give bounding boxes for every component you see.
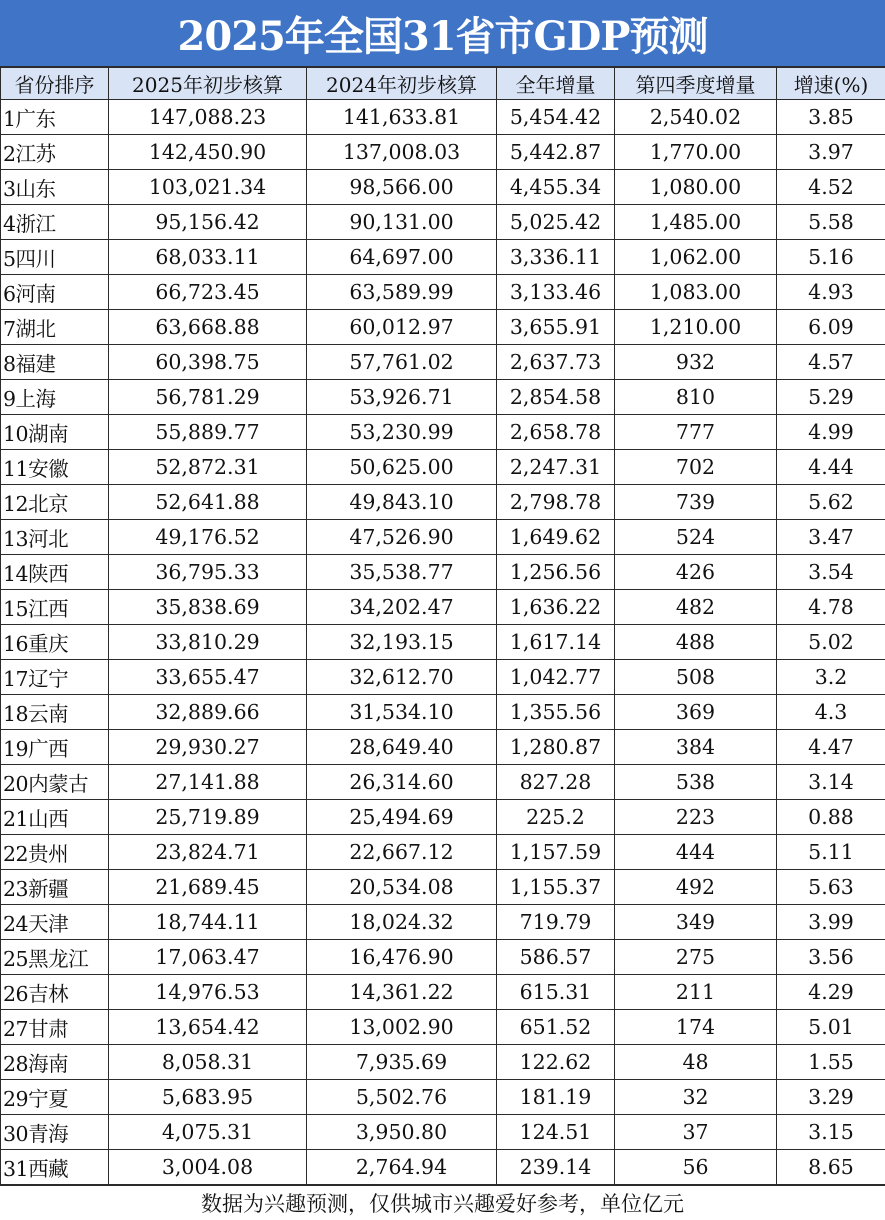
table-row <box>1 905 885 940</box>
cell-q4-increase: 1,083.00 <box>615 275 777 310</box>
cell-annual-increase: 651.52 <box>497 1010 615 1045</box>
cell-growth-rate: 4.29 <box>777 975 885 1010</box>
cell-growth-rate: 4.3 <box>777 695 885 730</box>
table-row <box>1 800 885 835</box>
cell-2025-gdp: 66,723.45 <box>109 275 307 310</box>
cell-growth-rate: 5.16 <box>777 240 885 275</box>
table-row <box>1 485 885 520</box>
cell-2024-gdp: 50,625.00 <box>307 450 497 485</box>
cell-annual-increase: 1,636.22 <box>497 590 615 625</box>
cell-q4-increase: 810 <box>615 380 777 415</box>
cell-q4-increase: 211 <box>615 975 777 1010</box>
cell-2024-gdp: 141,633.81 <box>307 100 497 135</box>
cell-annual-increase: 3,133.46 <box>497 275 615 310</box>
cell-growth-rate: 4.52 <box>777 170 885 205</box>
cell-rank-province: 18云南 <box>1 695 109 730</box>
cell-rank-province: 4浙江 <box>1 205 109 240</box>
cell-2024-gdp: 63,589.99 <box>307 275 497 310</box>
cell-growth-rate: 3.2 <box>777 660 885 695</box>
cell-2024-gdp: 18,024.32 <box>307 905 497 940</box>
cell-annual-increase: 615.31 <box>497 975 615 1010</box>
cell-annual-increase: 5,025.42 <box>497 205 615 240</box>
header-annual-increase: 全年增量 <box>497 68 615 100</box>
cell-rank-province: 22贵州 <box>1 835 109 870</box>
cell-q4-increase: 444 <box>615 835 777 870</box>
cell-2025-gdp: 17,063.47 <box>109 940 307 975</box>
cell-annual-increase: 2,658.78 <box>497 415 615 450</box>
table-row <box>1 450 885 485</box>
cell-rank-province: 10湖南 <box>1 415 109 450</box>
table-row <box>1 135 885 170</box>
cell-q4-increase: 2,540.02 <box>615 100 777 135</box>
table-row <box>1 870 885 905</box>
cell-growth-rate: 5.11 <box>777 835 885 870</box>
cell-q4-increase: 1,770.00 <box>615 135 777 170</box>
cell-2025-gdp: 3,004.08 <box>109 1150 307 1185</box>
table-row <box>1 415 885 450</box>
cell-rank-province: 30青海 <box>1 1115 109 1150</box>
cell-2024-gdp: 98,566.00 <box>307 170 497 205</box>
cell-q4-increase: 32 <box>615 1080 777 1115</box>
table-row <box>1 835 885 870</box>
cell-annual-increase: 2,854.58 <box>497 380 615 415</box>
cell-growth-rate: 5.58 <box>777 205 885 240</box>
cell-growth-rate: 6.09 <box>777 310 885 345</box>
cell-2025-gdp: 32,889.66 <box>109 695 307 730</box>
footer-note: 数据为兴趣预测，仅供城市兴趣爱好参考，单位亿元 <box>0 1185 885 1220</box>
cell-2025-gdp: 33,655.47 <box>109 660 307 695</box>
cell-2024-gdp: 25,494.69 <box>307 800 497 835</box>
cell-annual-increase: 2,247.31 <box>497 450 615 485</box>
table-row <box>1 1045 885 1080</box>
cell-rank-province: 27甘肃 <box>1 1010 109 1045</box>
table-row <box>1 625 885 660</box>
cell-2025-gdp: 55,889.77 <box>109 415 307 450</box>
header-2024-gdp: 2024年初步核算 <box>307 68 497 100</box>
cell-rank-province: 23新疆 <box>1 870 109 905</box>
cell-q4-increase: 538 <box>615 765 777 800</box>
cell-annual-increase: 122.62 <box>497 1045 615 1080</box>
cell-annual-increase: 2,798.78 <box>497 485 615 520</box>
cell-growth-rate: 4.78 <box>777 590 885 625</box>
cell-2024-gdp: 47,526.90 <box>307 520 497 555</box>
cell-2025-gdp: 13,654.42 <box>109 1010 307 1045</box>
cell-2024-gdp: 34,202.47 <box>307 590 497 625</box>
cell-rank-province: 11安徽 <box>1 450 109 485</box>
cell-2025-gdp: 21,689.45 <box>109 870 307 905</box>
cell-2024-gdp: 53,230.99 <box>307 415 497 450</box>
cell-2024-gdp: 137,008.03 <box>307 135 497 170</box>
cell-q4-increase: 932 <box>615 345 777 380</box>
cell-q4-increase: 426 <box>615 555 777 590</box>
cell-2025-gdp: 52,872.31 <box>109 450 307 485</box>
cell-growth-rate: 5.29 <box>777 380 885 415</box>
cell-growth-rate: 4.99 <box>777 415 885 450</box>
cell-growth-rate: 3.14 <box>777 765 885 800</box>
table-row <box>1 1010 885 1045</box>
cell-2024-gdp: 5,502.76 <box>307 1080 497 1115</box>
cell-q4-increase: 384 <box>615 730 777 765</box>
cell-2024-gdp: 13,002.90 <box>307 1010 497 1045</box>
cell-2024-gdp: 28,649.40 <box>307 730 497 765</box>
cell-q4-increase: 174 <box>615 1010 777 1045</box>
cell-q4-increase: 508 <box>615 660 777 695</box>
cell-growth-rate: 3.54 <box>777 555 885 590</box>
cell-annual-increase: 1,649.62 <box>497 520 615 555</box>
cell-rank-province: 15江西 <box>1 590 109 625</box>
cell-q4-increase: 1,485.00 <box>615 205 777 240</box>
cell-2025-gdp: 33,810.29 <box>109 625 307 660</box>
cell-annual-increase: 239.14 <box>497 1150 615 1185</box>
cell-2025-gdp: 27,141.88 <box>109 765 307 800</box>
cell-rank-province: 5四川 <box>1 240 109 275</box>
cell-growth-rate: 4.93 <box>777 275 885 310</box>
cell-2024-gdp: 64,697.00 <box>307 240 497 275</box>
table-row <box>1 1150 885 1185</box>
cell-q4-increase: 1,062.00 <box>615 240 777 275</box>
cell-growth-rate: 3.85 <box>777 100 885 135</box>
cell-2025-gdp: 18,744.11 <box>109 905 307 940</box>
cell-q4-increase: 482 <box>615 590 777 625</box>
cell-2024-gdp: 31,534.10 <box>307 695 497 730</box>
cell-rank-province: 9上海 <box>1 380 109 415</box>
cell-rank-province: 3山东 <box>1 170 109 205</box>
cell-2024-gdp: 20,534.08 <box>307 870 497 905</box>
cell-growth-rate: 4.44 <box>777 450 885 485</box>
table-header-row <box>1 68 885 100</box>
cell-annual-increase: 5,442.87 <box>497 135 615 170</box>
cell-rank-province: 25黑龙江 <box>1 940 109 975</box>
cell-annual-increase: 181.19 <box>497 1080 615 1115</box>
header-q4-increase: 第四季度增量 <box>615 68 777 100</box>
cell-growth-rate: 4.57 <box>777 345 885 380</box>
cell-annual-increase: 1,155.37 <box>497 870 615 905</box>
cell-rank-province: 20内蒙古 <box>1 765 109 800</box>
cell-rank-province: 21山西 <box>1 800 109 835</box>
header-rank-province: 省份排序 <box>1 68 109 100</box>
cell-growth-rate: 3.56 <box>777 940 885 975</box>
table-row <box>1 310 885 345</box>
cell-rank-province: 12北京 <box>1 485 109 520</box>
cell-rank-province: 6河南 <box>1 275 109 310</box>
cell-growth-rate: 3.99 <box>777 905 885 940</box>
table-row <box>1 170 885 205</box>
cell-2025-gdp: 8,058.31 <box>109 1045 307 1080</box>
cell-q4-increase: 56 <box>615 1150 777 1185</box>
cell-2025-gdp: 25,719.89 <box>109 800 307 835</box>
cell-rank-province: 29宁夏 <box>1 1080 109 1115</box>
cell-growth-rate: 5.63 <box>777 870 885 905</box>
cell-2025-gdp: 142,450.90 <box>109 135 307 170</box>
cell-2025-gdp: 68,033.11 <box>109 240 307 275</box>
cell-2024-gdp: 14,361.22 <box>307 975 497 1010</box>
cell-q4-increase: 488 <box>615 625 777 660</box>
cell-2024-gdp: 35,538.77 <box>307 555 497 590</box>
cell-q4-increase: 1,210.00 <box>615 310 777 345</box>
cell-rank-province: 1广东 <box>1 100 109 135</box>
cell-2025-gdp: 5,683.95 <box>109 1080 307 1115</box>
cell-2024-gdp: 57,761.02 <box>307 345 497 380</box>
cell-2024-gdp: 26,314.60 <box>307 765 497 800</box>
table-row <box>1 100 885 135</box>
cell-growth-rate: 3.97 <box>777 135 885 170</box>
cell-rank-province: 14陕西 <box>1 555 109 590</box>
cell-q4-increase: 702 <box>615 450 777 485</box>
cell-2025-gdp: 56,781.29 <box>109 380 307 415</box>
table-row <box>1 660 885 695</box>
cell-annual-increase: 3,336.11 <box>497 240 615 275</box>
cell-annual-increase: 2,637.73 <box>497 345 615 380</box>
cell-2025-gdp: 95,156.42 <box>109 205 307 240</box>
cell-annual-increase: 586.57 <box>497 940 615 975</box>
table-body <box>1 100 885 1185</box>
cell-2025-gdp: 52,641.88 <box>109 485 307 520</box>
cell-growth-rate: 4.47 <box>777 730 885 765</box>
cell-annual-increase: 1,280.87 <box>497 730 615 765</box>
table-row <box>1 555 885 590</box>
cell-rank-province: 8福建 <box>1 345 109 380</box>
cell-2025-gdp: 49,176.52 <box>109 520 307 555</box>
cell-q4-increase: 275 <box>615 940 777 975</box>
cell-rank-province: 7湖北 <box>1 310 109 345</box>
cell-2024-gdp: 53,926.71 <box>307 380 497 415</box>
table-row <box>1 345 885 380</box>
cell-q4-increase: 524 <box>615 520 777 555</box>
cell-2024-gdp: 22,667.12 <box>307 835 497 870</box>
cell-growth-rate: 5.02 <box>777 625 885 660</box>
table-row <box>1 205 885 240</box>
cell-q4-increase: 349 <box>615 905 777 940</box>
cell-2025-gdp: 36,795.33 <box>109 555 307 590</box>
cell-2024-gdp: 60,012.97 <box>307 310 497 345</box>
cell-2024-gdp: 49,843.10 <box>307 485 497 520</box>
cell-2024-gdp: 90,131.00 <box>307 205 497 240</box>
cell-q4-increase: 37 <box>615 1115 777 1150</box>
cell-growth-rate: 0.88 <box>777 800 885 835</box>
table-row <box>1 975 885 1010</box>
table-row <box>1 275 885 310</box>
cell-annual-increase: 719.79 <box>497 905 615 940</box>
cell-annual-increase: 124.51 <box>497 1115 615 1150</box>
cell-2024-gdp: 3,950.80 <box>307 1115 497 1150</box>
cell-rank-province: 19广西 <box>1 730 109 765</box>
cell-rank-province: 2江苏 <box>1 135 109 170</box>
table-row <box>1 1080 885 1115</box>
cell-growth-rate: 8.65 <box>777 1150 885 1185</box>
page-title: 2025年全国31省市GDP预测 <box>0 0 885 67</box>
cell-rank-province: 24天津 <box>1 905 109 940</box>
cell-annual-increase: 1,042.77 <box>497 660 615 695</box>
cell-q4-increase: 369 <box>615 695 777 730</box>
cell-growth-rate: 5.62 <box>777 485 885 520</box>
table-row <box>1 240 885 275</box>
cell-2024-gdp: 2,764.94 <box>307 1150 497 1185</box>
cell-2025-gdp: 35,838.69 <box>109 590 307 625</box>
cell-annual-increase: 1,617.14 <box>497 625 615 660</box>
table-row <box>1 940 885 975</box>
cell-2025-gdp: 147,088.23 <box>109 100 307 135</box>
table-row <box>1 1115 885 1150</box>
cell-2024-gdp: 7,935.69 <box>307 1045 497 1080</box>
header-2025-gdp: 2025年初步核算 <box>109 68 307 100</box>
cell-annual-increase: 3,655.91 <box>497 310 615 345</box>
table-row <box>1 380 885 415</box>
cell-2024-gdp: 32,612.70 <box>307 660 497 695</box>
cell-2025-gdp: 63,668.88 <box>109 310 307 345</box>
cell-2025-gdp: 14,976.53 <box>109 975 307 1010</box>
table-row <box>1 590 885 625</box>
cell-rank-province: 16重庆 <box>1 625 109 660</box>
cell-q4-increase: 1,080.00 <box>615 170 777 205</box>
cell-annual-increase: 827.28 <box>497 765 615 800</box>
cell-growth-rate: 3.47 <box>777 520 885 555</box>
cell-q4-increase: 777 <box>615 415 777 450</box>
cell-rank-province: 26吉林 <box>1 975 109 1010</box>
table-row <box>1 765 885 800</box>
cell-q4-increase: 223 <box>615 800 777 835</box>
cell-q4-increase: 739 <box>615 485 777 520</box>
cell-growth-rate: 1.55 <box>777 1045 885 1080</box>
header-growth-rate: 增速(%) <box>777 68 885 100</box>
table-row <box>1 730 885 765</box>
cell-annual-increase: 1,157.59 <box>497 835 615 870</box>
cell-2025-gdp: 23,824.71 <box>109 835 307 870</box>
cell-growth-rate: 3.15 <box>777 1115 885 1150</box>
cell-q4-increase: 492 <box>615 870 777 905</box>
cell-annual-increase: 5,454.42 <box>497 100 615 135</box>
cell-annual-increase: 1,355.56 <box>497 695 615 730</box>
cell-annual-increase: 1,256.56 <box>497 555 615 590</box>
cell-2024-gdp: 32,193.15 <box>307 625 497 660</box>
cell-rank-province: 17辽宁 <box>1 660 109 695</box>
cell-annual-increase: 225.2 <box>497 800 615 835</box>
cell-annual-increase: 4,455.34 <box>497 170 615 205</box>
cell-2025-gdp: 103,021.34 <box>109 170 307 205</box>
cell-growth-rate: 3.29 <box>777 1080 885 1115</box>
table-row <box>1 520 885 555</box>
cell-2025-gdp: 60,398.75 <box>109 345 307 380</box>
cell-2025-gdp: 29,930.27 <box>109 730 307 765</box>
cell-q4-increase: 48 <box>615 1045 777 1080</box>
table-row <box>1 695 885 730</box>
cell-rank-province: 13河北 <box>1 520 109 555</box>
gdp-table <box>0 67 885 1185</box>
cell-growth-rate: 5.01 <box>777 1010 885 1045</box>
cell-2025-gdp: 4,075.31 <box>109 1115 307 1150</box>
cell-rank-province: 28海南 <box>1 1045 109 1080</box>
cell-2024-gdp: 16,476.90 <box>307 940 497 975</box>
cell-rank-province: 31西藏 <box>1 1150 109 1185</box>
